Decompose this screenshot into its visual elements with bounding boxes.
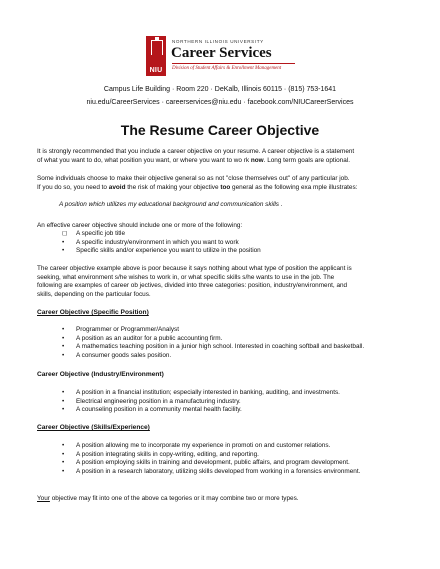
career-services-logo (146, 36, 296, 78)
list-item: • A consumer goods sales position. (62, 351, 172, 359)
effective-list (62, 230, 261, 256)
list-item: • A position as an auditor for a public accounting firm. (62, 334, 223, 342)
logo-name: Career Services (171, 45, 272, 61)
logo-divider (172, 63, 295, 64)
list-item: • A position in a research laboratory, utilizing skills developed from working in a forensics environment. (62, 467, 361, 475)
logo-division: Division of Student Affairs & Enrollment Management (172, 66, 282, 71)
list-item: • A position in a financial institution; especially interested in banking, auditing, and investments. (62, 389, 340, 396)
section-heading-position: Career Objective (Specific Position) (37, 309, 149, 316)
position-list (62, 326, 364, 360)
list-item: • A position allowing me to incorporate my experience in promoti on and customer relations. (62, 442, 331, 449)
general-example: A position which utilizes my educational background and communication skills . (59, 201, 283, 208)
list-item: • Specific skills and/or experience you want to utilize in the position (62, 247, 261, 255)
list-item: • Electrical engineering position in a manufacturing industry. (62, 397, 241, 405)
contact-links: niu.edu/CareerServices · careerservices@niu.edu · facebook.com/NIUCareerServices (86, 99, 354, 106)
niu-seal-icon: NIU (146, 36, 166, 76)
page-title: The Resume Career Objective (120, 122, 320, 138)
list-item: • A position employing skills in training and development, public affairs, and program development. (62, 459, 350, 467)
industry-list (62, 389, 340, 415)
section-heading-industry: Career Objective (Industry/Environment) (37, 371, 164, 378)
list-item: • A counseling position in a community mental health facility. (62, 406, 242, 414)
closing-paragraph: Your objective may fit into one of the above ca tegories or it may combine two or more types. (37, 495, 299, 502)
logo-university: NORTHERN ILLINOIS UNIVERSITY (172, 39, 264, 44)
intro-paragraph: It is strongly recommended that you include a career objective on your resume. A career objective is a statement of what you want to do, what position you want, or where you want to wo rk now. Long term goals are optional. (37, 148, 355, 164)
list-item: • A position integrating skills in copy-writing, editing, and reporting. (62, 450, 259, 458)
general-paragraph: Some individuals choose to make their objective general so as not "close themselves out" of any particular job. If you do so, you need to avoid the risk of making your objective too general as the following exa mple illustrates: (37, 175, 358, 191)
skills-list (62, 442, 360, 476)
poor-example-paragraph: The career objective example above is poor because it says nothing about what type of position the applicant is seeking, what environment s/he wishes to work in, or what specific skills s/he wants to use in the job. The following are examples of career ob jectives, divided into three categories: position, industry/environment, and skills, depending on the particular focus. (37, 265, 352, 298)
list-item: ◻ A specific job title (62, 230, 126, 237)
list-item: • A mathematics teaching position in a junior high school. Interested in coaching softball and basketball. (62, 343, 365, 351)
effective-intro: An effective career objective should include one or more of the following: (37, 222, 243, 229)
list-item: • Programmer or Programmer/Analyst (62, 326, 179, 333)
list-item: • A specific industry/environment in which you want to work (62, 238, 239, 246)
section-heading-skills: Career Objective (Skills/Experience) (37, 424, 150, 431)
contact-address: Campus Life Building · Room 220 · DeKalb, Illinois 60115 · (815) 753-1641 (103, 86, 337, 93)
